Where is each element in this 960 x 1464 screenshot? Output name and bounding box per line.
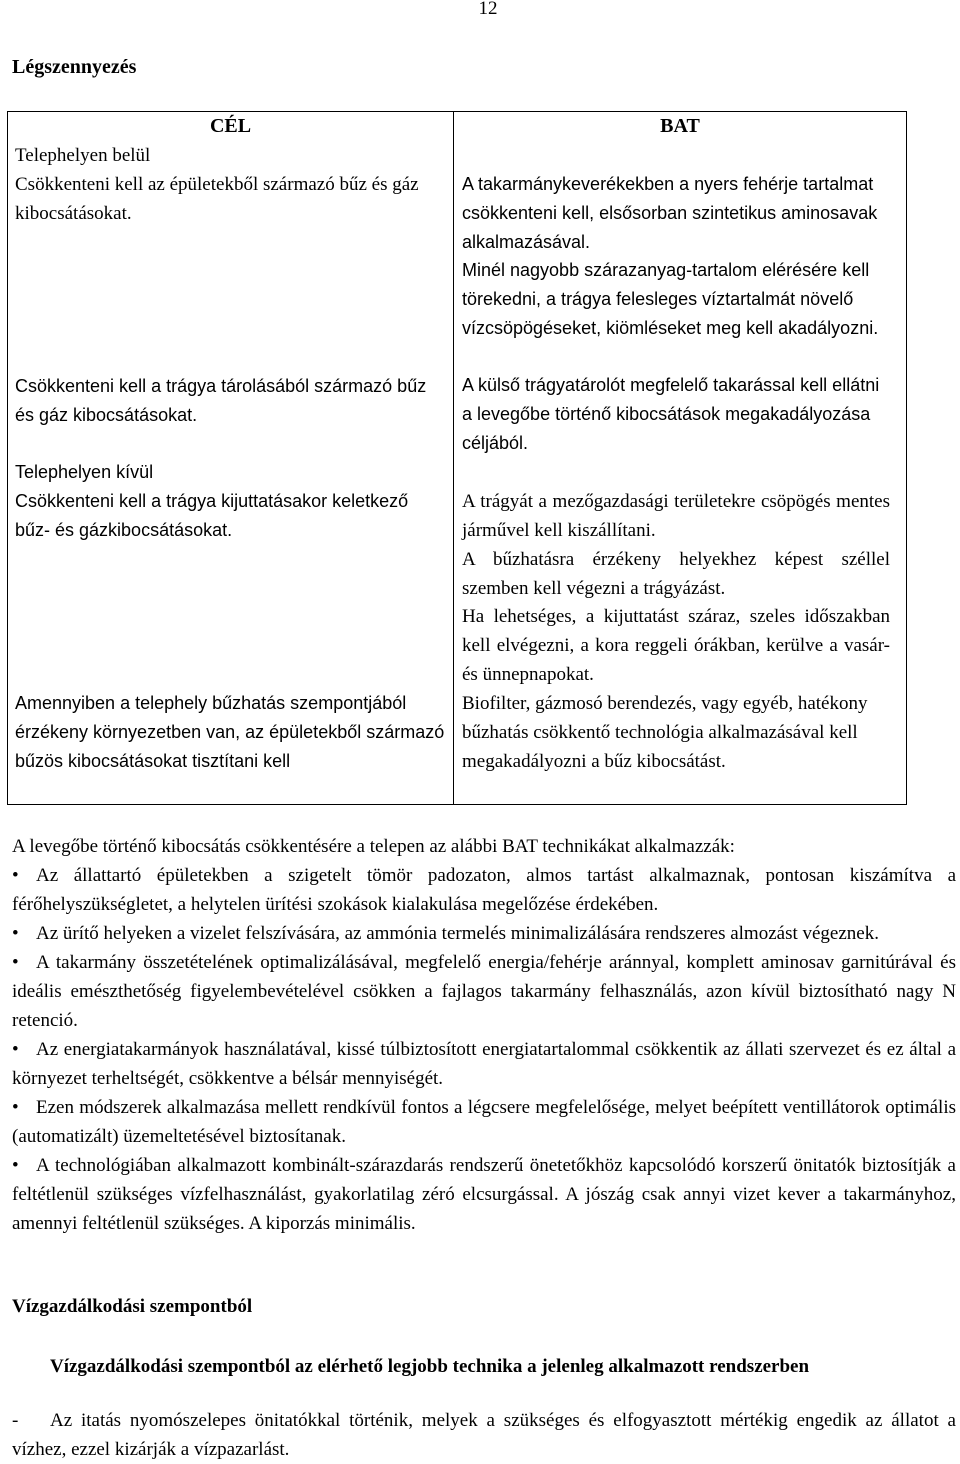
bullet-icon: • <box>12 1039 19 1060</box>
bullet-icon: • <box>12 1097 19 1118</box>
goal-spreading-emissions: Csökkenteni kell a trágya kijuttatásakor keletkező bűz- és gázkibocsátásokat. <box>15 491 409 540</box>
page-number: 12 <box>478 0 498 19</box>
bullet-icon: • <box>12 952 19 973</box>
goal-bat-table <box>7 111 907 805</box>
section-title: Légszennyezés <box>12 56 137 78</box>
list-item: • Ezen módszerek alkalmazása mellett rendkívül fontos a légcsere megfelelősége, melyet beépített ventillátorok optimális (automatizált) üzemeltetésével biztosítanak. <box>12 1093 956 1151</box>
label-outside-site: Telephelyen kívül <box>15 462 154 482</box>
dash-icon: - <box>12 1410 19 1431</box>
bullet-icon: • <box>12 865 19 886</box>
label-inside-site: Telephelyen belül <box>15 145 151 166</box>
bat-dry-matter: Minél nagyobb szárazanyag-tartalom elérésére kell törekedni, a trágya felesleges víztartalmát növelő vízcsöpögéseket, kiömléseket meg kell akadályozni. <box>462 260 879 338</box>
goal-building-emissions: Csökkenteni kell az épületekből származó bűz és gáz kibocsátásokat. <box>15 174 419 224</box>
water-list-item: - Az itatás nyomószelepes önitatókkal történik, melyek a szükséges és elfogyasztott mértékig engedik az állatot a vízhez, ezzel kizárják a vízpazarlást. <box>12 1406 956 1464</box>
bullet-icon: • <box>12 1155 19 1176</box>
bat-techniques-section <box>12 832 956 1238</box>
water-heading: Vízgazdálkodási szempontból <box>12 1296 253 1317</box>
goal-column <box>8 112 454 805</box>
bat-storage-cover: A külső trágyatárolót megfelelő takarással kell ellátni a levegőbe történő kibocsátások megakadályozása céljából. <box>462 375 880 453</box>
goal-header: CÉL <box>209 115 252 137</box>
list-item: • A technológiában alkalmazott kombinált-szárazdarás rendszerű önetetőkhöz kapcsolódó korszerű önitatók biztosítják a feltétlenül szükséges vízfelhasználást, gyakorlatilag zéró elcsurgással. A jószág csak annyi vizet kever a takarmányhoz, amennyi feltétlenül szükséges. A kiporzás minimális. <box>12 1151 956 1238</box>
list-item: • A takarmány összetételének optimalizálásával, megfelelő energia/fehérje aránnyal, komplett aminosav garnitúrával és ideális emészthetőség figyelembevételével csökken a fajlagos takarmány felhasználás, azon kívül biztosítható nagy N retenció. <box>12 948 956 1035</box>
list-item: • Az energiatakarmányok használatával, kissé túlbiztosított energiatartalommal csökkentik az állati szervezet és ez által a környezet terheltségét, csökkentve a bélsár mennyiségét. <box>12 1035 956 1093</box>
water-subheading: Vízgazdálkodási szempontból az elérhető legjobb technika a jelenleg alkalmazott rendszerben <box>50 1356 810 1377</box>
bat-timing: Ha lehetséges, a kijuttatást száraz, szeles időszakban kell elvégezni, a kora reggeli órákban, kerülve a vasár- és ünnepnapokat. <box>462 606 890 685</box>
list-item: • Az ürítő helyeken a vizelet felszívására, az ammónia termelés minimalizálására rendszeres almozást végeznek. <box>12 919 956 948</box>
bat-biofilter: Biofilter, gázmosó berendezés, vagy egyéb, hatékony bűzhatás csökkentő technológia alkalmazásával kell megakadályozni a bűz kibocsátást. <box>462 693 868 772</box>
list-item: • Az állattartó épületekben a szigetelt tömör padozaton, almos tartást alkalmaznak, pontosan kiszámítva a férőhelyszükségletet, a helytelen ürítési szokások kialakulása megelőzése érdekében. <box>12 861 956 919</box>
bat-transport: A trágyát a mezőgazdasági területekre csöpögés mentes járművel kell kiszállítani. <box>462 491 890 541</box>
goal-sensitive-area: Amennyiben a telephely bűzhatás szempontjából érzékeny környezetben van, az épületekből származó bűzös kibocsátásokat tisztítani kell <box>15 693 445 771</box>
bat-feed-protein: A takarmánykeverékekben a nyers fehérje tartalmat csökkenteni kell, elsősorban szintetikus aminosavak alkalmazásával. <box>462 174 878 252</box>
bat-column <box>454 112 907 805</box>
bullet-icon: • <box>12 923 19 944</box>
bat-header: BAT <box>660 115 700 137</box>
intro-paragraph: A levegőbe történő kibocsátás csökkentésére a telepen az alábbi BAT technikákat alkalmazzák: <box>12 836 735 857</box>
goal-storage-emissions: Csökkenteni kell a trágya tárolásából származó bűz és gáz kibocsátásokat. <box>15 376 427 425</box>
bat-wind-direction: A bűzhatásra érzékeny helyekhez képest széllel szemben kell végezni a trágyázást. <box>462 549 890 599</box>
